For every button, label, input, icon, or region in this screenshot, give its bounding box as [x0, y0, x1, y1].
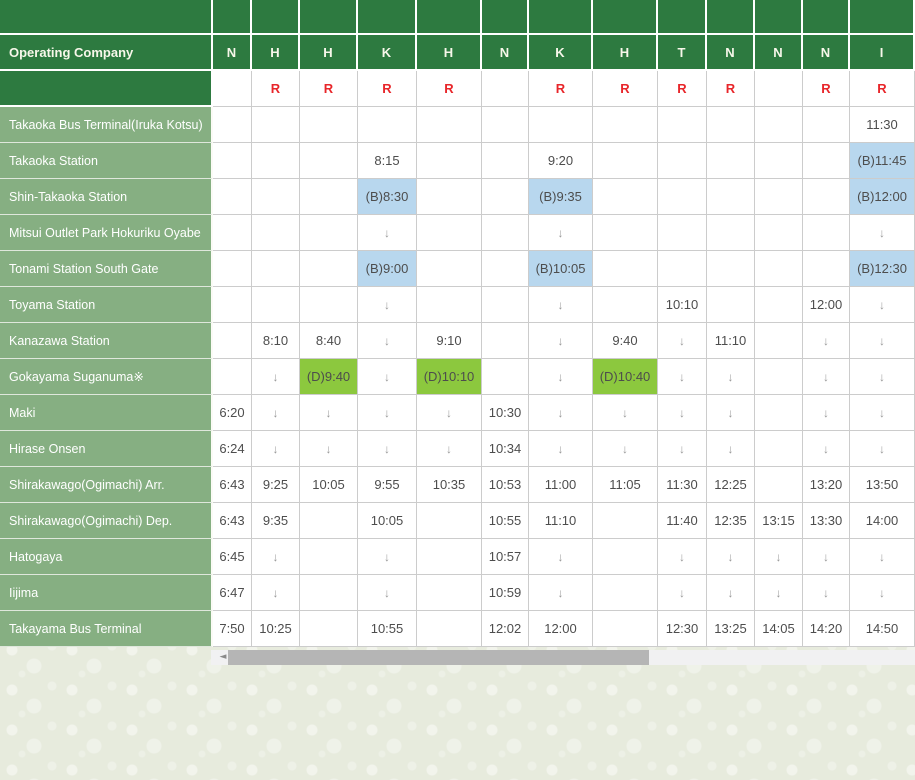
time-cell: ↓: [803, 539, 850, 575]
time-cell: ↓: [358, 395, 417, 431]
time-cell: 10:55: [482, 503, 529, 539]
time-cell: [252, 251, 300, 287]
station-name: Hirase Onsen: [0, 431, 213, 467]
time-cell: 10:30: [482, 395, 529, 431]
time-cell: [213, 179, 252, 215]
time-cell: ↓: [300, 431, 358, 467]
company-letter-7: H: [593, 35, 658, 71]
time-cell: [300, 611, 358, 647]
time-cell: 6:43: [213, 503, 252, 539]
time-cell: [803, 107, 850, 143]
reservation-row-header: [0, 71, 213, 107]
time-cell: [593, 143, 658, 179]
time-cell: 10:05: [300, 467, 358, 503]
time-cell: ↓: [658, 539, 707, 575]
time-cell: 6:47: [213, 575, 252, 611]
time-cell: (D)9:40: [300, 359, 358, 395]
time-cell: [417, 143, 482, 179]
time-cell: ↓: [252, 431, 300, 467]
time-cell: 6:20: [213, 395, 252, 431]
time-cell: ↓: [252, 539, 300, 575]
time-cell: [593, 179, 658, 215]
time-cell: [803, 179, 850, 215]
time-cell: [755, 287, 803, 323]
time-cell: ↓: [850, 431, 915, 467]
time-cell: [593, 287, 658, 323]
time-cell: [300, 107, 358, 143]
time-cell: [417, 539, 482, 575]
reservation-cell-9: R: [707, 71, 755, 107]
time-cell: [300, 575, 358, 611]
table-row: [0, 143, 915, 179]
time-cell: 13:30: [803, 503, 850, 539]
time-cell: [417, 215, 482, 251]
header-spacer-cell: [658, 0, 707, 35]
reservation-cell-12: R: [850, 71, 915, 107]
time-cell: 9:35: [252, 503, 300, 539]
time-cell: [300, 143, 358, 179]
time-cell: [300, 251, 358, 287]
table-row: [0, 611, 915, 647]
company-letter-3: K: [358, 35, 417, 71]
time-cell: 6:45: [213, 539, 252, 575]
time-cell: [252, 179, 300, 215]
time-cell: 11:00: [529, 467, 593, 503]
time-cell: 12:00: [803, 287, 850, 323]
time-cell: 9:40: [593, 323, 658, 359]
time-cell: [300, 539, 358, 575]
station-name: Gokayama Suganuma※: [0, 359, 213, 395]
time-cell: [755, 359, 803, 395]
table-row: [0, 359, 915, 395]
station-name: Takayama Bus Terminal: [0, 611, 213, 647]
time-cell: ↓: [252, 575, 300, 611]
time-cell: 11:10: [529, 503, 593, 539]
reservation-cell-1: R: [252, 71, 300, 107]
reservation-cell-11: R: [803, 71, 850, 107]
time-cell: [213, 287, 252, 323]
time-cell: 12:25: [707, 467, 755, 503]
time-cell: ↓: [252, 395, 300, 431]
time-cell: [213, 323, 252, 359]
time-cell: [658, 215, 707, 251]
time-cell: ↓: [707, 575, 755, 611]
time-cell: ↓: [593, 431, 658, 467]
time-cell: ↓: [850, 359, 915, 395]
time-cell: [529, 107, 593, 143]
time-cell: [213, 359, 252, 395]
table-row: [0, 107, 915, 143]
time-cell: [593, 575, 658, 611]
time-cell: ↓: [707, 395, 755, 431]
company-letter-11: N: [803, 35, 850, 71]
time-cell: [658, 107, 707, 143]
time-cell: ↓: [658, 575, 707, 611]
time-cell: ↓: [850, 395, 915, 431]
table-row: [0, 575, 915, 611]
time-cell: ↓: [252, 359, 300, 395]
time-cell: [482, 215, 529, 251]
time-cell: ↓: [803, 359, 850, 395]
time-cell: 10:25: [252, 611, 300, 647]
table-row: [0, 503, 915, 539]
time-cell: [707, 179, 755, 215]
time-cell: [417, 179, 482, 215]
time-cell: [417, 251, 482, 287]
time-cell: [593, 215, 658, 251]
time-cell: ↓: [755, 575, 803, 611]
time-cell: 10:05: [358, 503, 417, 539]
company-letter-0: N: [213, 35, 252, 71]
operating-company-label: Operating Company: [0, 35, 213, 71]
time-cell: ↓: [358, 575, 417, 611]
time-cell: ↓: [850, 323, 915, 359]
time-cell: ↓: [850, 539, 915, 575]
time-cell: [417, 575, 482, 611]
time-cell: 8:15: [358, 143, 417, 179]
time-cell: [482, 287, 529, 323]
time-cell: 9:20: [529, 143, 593, 179]
time-cell: 6:43: [213, 467, 252, 503]
time-cell: 14:05: [755, 611, 803, 647]
time-cell: [213, 107, 252, 143]
time-cell: 10:35: [417, 467, 482, 503]
time-cell: 10:10: [658, 287, 707, 323]
time-cell: 13:25: [707, 611, 755, 647]
time-cell: [755, 395, 803, 431]
time-cell: 14:00: [850, 503, 915, 539]
time-cell: [707, 215, 755, 251]
header-spacer-cell: [213, 0, 252, 35]
header-spacer-cell: [850, 0, 915, 35]
time-cell: ↓: [358, 359, 417, 395]
time-cell: [482, 143, 529, 179]
time-cell: [482, 251, 529, 287]
time-cell: ↓: [529, 539, 593, 575]
time-cell: [252, 215, 300, 251]
header-spacer-cell: [252, 0, 300, 35]
time-cell: ↓: [358, 539, 417, 575]
time-cell: 8:40: [300, 323, 358, 359]
time-cell: [803, 215, 850, 251]
station-name: Maki: [0, 395, 213, 431]
time-cell: ↓: [529, 395, 593, 431]
header-spacer-cell: [707, 0, 755, 35]
timetable-body: [0, 107, 915, 647]
reservation-cell-3: R: [358, 71, 417, 107]
time-cell: [755, 431, 803, 467]
time-cell: ↓: [755, 539, 803, 575]
time-cell: 12:35: [707, 503, 755, 539]
time-cell: 13:20: [803, 467, 850, 503]
time-cell: [658, 179, 707, 215]
time-cell: ↓: [658, 359, 707, 395]
time-cell: 9:25: [252, 467, 300, 503]
time-cell: ↓: [803, 323, 850, 359]
time-cell: 13:15: [755, 503, 803, 539]
time-cell: [482, 323, 529, 359]
time-cell: [300, 287, 358, 323]
time-cell: (D)10:40: [593, 359, 658, 395]
time-cell: [707, 251, 755, 287]
time-cell: 13:50: [850, 467, 915, 503]
time-cell: 10:53: [482, 467, 529, 503]
time-cell: [213, 251, 252, 287]
time-cell: 10:59: [482, 575, 529, 611]
time-cell: ↓: [417, 395, 482, 431]
time-cell: (B)9:00: [358, 251, 417, 287]
time-cell: [593, 251, 658, 287]
time-cell: ↓: [529, 575, 593, 611]
header-spacer-cell: [755, 0, 803, 35]
company-letter-8: T: [658, 35, 707, 71]
header-spacer-cell: [358, 0, 417, 35]
header-spacer-cell: [803, 0, 850, 35]
time-cell: [300, 179, 358, 215]
reservation-row: [0, 71, 915, 107]
time-cell: [755, 107, 803, 143]
station-name: Iijima: [0, 575, 213, 611]
company-letter-4: H: [417, 35, 482, 71]
time-cell: ↓: [803, 431, 850, 467]
time-cell: [252, 143, 300, 179]
time-cell: ↓: [658, 395, 707, 431]
horizontal-scrollbar[interactable]: [211, 650, 915, 665]
time-cell: [252, 107, 300, 143]
time-cell: ↓: [300, 395, 358, 431]
time-cell: (B)12:30: [850, 251, 915, 287]
time-cell: [707, 287, 755, 323]
time-cell: [593, 611, 658, 647]
reservation-cell-4: R: [417, 71, 482, 107]
station-name: Tonami Station South Gate: [0, 251, 213, 287]
station-name: Takaoka Station: [0, 143, 213, 179]
time-cell: [707, 143, 755, 179]
time-cell: ↓: [707, 539, 755, 575]
time-cell: ↓: [529, 431, 593, 467]
time-cell: ↓: [593, 395, 658, 431]
time-cell: ↓: [803, 395, 850, 431]
station-name: Mitsui Outlet Park Hokuriku Oyabe: [0, 215, 213, 251]
time-cell: 7:50: [213, 611, 252, 647]
time-cell: 10:57: [482, 539, 529, 575]
time-cell: [803, 251, 850, 287]
table-row: [0, 323, 915, 359]
reservation-cell-5: [482, 71, 529, 107]
time-cell: ↓: [529, 359, 593, 395]
station-name: Shin-Takaoka Station: [0, 179, 213, 215]
reservation-cell-6: R: [529, 71, 593, 107]
table-row: [0, 287, 915, 323]
time-cell: (B)11:45: [850, 143, 915, 179]
time-cell: ↓: [803, 575, 850, 611]
time-cell: 11:30: [850, 107, 915, 143]
table-row: [0, 467, 915, 503]
header-spacer-cell: [417, 0, 482, 35]
station-name: Hatogaya: [0, 539, 213, 575]
time-cell: 11:10: [707, 323, 755, 359]
time-cell: ↓: [358, 215, 417, 251]
time-cell: [593, 107, 658, 143]
company-letter-5: N: [482, 35, 529, 71]
time-cell: ↓: [850, 215, 915, 251]
time-cell: ↓: [658, 431, 707, 467]
station-name: Shirakawago(Ogimachi) Arr.: [0, 467, 213, 503]
time-cell: [417, 503, 482, 539]
time-cell: 6:24: [213, 431, 252, 467]
time-cell: [417, 611, 482, 647]
time-cell: [482, 179, 529, 215]
time-cell: 10:34: [482, 431, 529, 467]
scroll-left-arrow-icon[interactable]: ◄: [219, 652, 227, 662]
time-cell: ↓: [707, 359, 755, 395]
time-cell: [755, 323, 803, 359]
time-cell: [417, 107, 482, 143]
time-cell: 11:40: [658, 503, 707, 539]
time-cell: [658, 143, 707, 179]
table-row: [0, 431, 915, 467]
time-cell: [755, 467, 803, 503]
reservation-cell-0: [213, 71, 252, 107]
time-cell: 12:30: [658, 611, 707, 647]
time-cell: [482, 107, 529, 143]
time-cell: [755, 215, 803, 251]
time-cell: [803, 143, 850, 179]
table-row: [0, 251, 915, 287]
station-name: Takaoka Bus Terminal(Iruka Kotsu): [0, 107, 213, 143]
time-cell: ↓: [529, 287, 593, 323]
company-letter-2: H: [300, 35, 358, 71]
time-cell: (B)12:00: [850, 179, 915, 215]
station-name: Kanazawa Station: [0, 323, 213, 359]
time-cell: [593, 539, 658, 575]
station-name: Toyama Station: [0, 287, 213, 323]
time-cell: [417, 287, 482, 323]
time-cell: ↓: [850, 575, 915, 611]
operating-company-row: [0, 35, 915, 71]
time-cell: 11:05: [593, 467, 658, 503]
table-row: [0, 179, 915, 215]
header-spacer-cell: [593, 0, 658, 35]
header-spacer-cell: [529, 0, 593, 35]
company-letter-1: H: [252, 35, 300, 71]
time-cell: ↓: [850, 287, 915, 323]
time-cell: [213, 143, 252, 179]
time-cell: (D)10:10: [417, 359, 482, 395]
time-cell: ↓: [417, 431, 482, 467]
time-cell: 11:30: [658, 467, 707, 503]
time-cell: [300, 503, 358, 539]
time-cell: (B)9:35: [529, 179, 593, 215]
time-cell: ↓: [358, 287, 417, 323]
company-letter-12: I: [850, 35, 915, 71]
header-spacer-cell: [300, 0, 358, 35]
time-cell: (B)10:05: [529, 251, 593, 287]
time-cell: [707, 107, 755, 143]
company-letter-9: N: [707, 35, 755, 71]
table-row: [0, 395, 915, 431]
time-cell: 12:02: [482, 611, 529, 647]
time-cell: [593, 503, 658, 539]
time-cell: ↓: [658, 323, 707, 359]
time-cell: 8:10: [252, 323, 300, 359]
time-cell: 9:10: [417, 323, 482, 359]
time-cell: [755, 251, 803, 287]
time-cell: [755, 143, 803, 179]
table-row: [0, 539, 915, 575]
time-cell: [482, 359, 529, 395]
time-cell: ↓: [529, 323, 593, 359]
station-name: Shirakawago(Ogimachi) Dep.: [0, 503, 213, 539]
header-spacer-cell: [0, 0, 213, 35]
time-cell: ↓: [358, 431, 417, 467]
time-cell: [755, 179, 803, 215]
time-cell: [252, 287, 300, 323]
scrollbar-thumb[interactable]: [228, 650, 649, 665]
time-cell: [658, 251, 707, 287]
time-cell: [213, 215, 252, 251]
time-cell: 14:50: [850, 611, 915, 647]
time-cell: 14:20: [803, 611, 850, 647]
reservation-cell-2: R: [300, 71, 358, 107]
reservation-cell-10: [755, 71, 803, 107]
reservation-cell-7: R: [593, 71, 658, 107]
time-cell: 9:55: [358, 467, 417, 503]
time-cell: ↓: [707, 431, 755, 467]
header-spacer-cell: [482, 0, 529, 35]
time-cell: (B)8:30: [358, 179, 417, 215]
time-cell: [300, 215, 358, 251]
time-cell: 12:00: [529, 611, 593, 647]
header-spacer-row: [0, 0, 915, 35]
time-cell: [358, 107, 417, 143]
reservation-cell-8: R: [658, 71, 707, 107]
company-letter-10: N: [755, 35, 803, 71]
time-cell: ↓: [358, 323, 417, 359]
time-cell: ↓: [529, 215, 593, 251]
table-row: [0, 215, 915, 251]
company-letter-6: K: [529, 35, 593, 71]
time-cell: 10:55: [358, 611, 417, 647]
